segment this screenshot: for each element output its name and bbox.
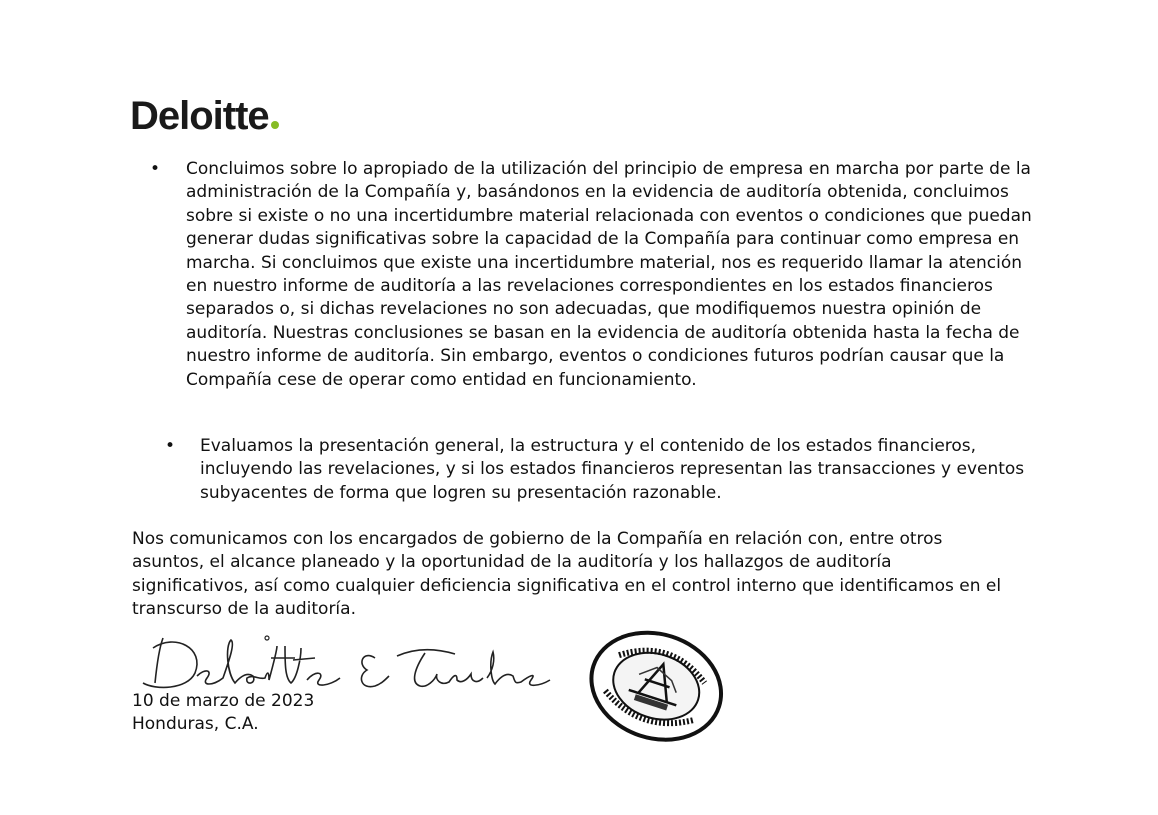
professional-seal-stamp [580,628,730,753]
logo-green-dot [271,121,279,129]
report-date: 10 de marzo de 2023 [132,691,315,711]
handwritten-signature [135,628,555,698]
report-location: Honduras, C.A. [132,714,259,735]
bullet-item-presentation: Evaluamos la presentación general, la estructura y el contenido de los estados financieros, incluyendo las revelaciones, y si los estados financieros representan las transacciones y eventos subyacentes de forma que logren su presentación razonable. [200,436,1025,503]
deloitte-logo [130,96,279,136]
signature-block [132,690,314,737]
logo-wordmark: Deloitte [130,94,269,138]
closing-paragraph: Nos comunicamos con los encargados de gobierno de la Compañía en relación con, entre otros asuntos, el alcance planeado y la oportunidad de la auditoría y los hallazgos de auditoría significativos, así como cualquier deficiencia significativa en el control interno que identificamos en el transcurso de la auditoría. [132,529,1002,620]
bullet-item-going-concern: Concluimos sobre lo apropiado de la utilización del principio de empresa en marcha por parte de la administración de la Compañía y, basándonos en la evidencia de auditoría obtenida, concluimos sobre si existe o no una incertidumbre material relacionada con eventos o condiciones que puedan generar dudas significativas sobre la capacidad de la Compañía para continuar como empresa en marcha. Si concluimos que existe una incertidumbre material, nos es requerido llamar la atención en nuestro informe de auditoría a las revelaciones correspondientes en los estados financieros separados o, si dichas revelaciones no son adecuadas, que modifiquemos nuestra opinión de auditoría. Nuestras conclusiones se basan en la evidencia de auditoría obtenida hasta la fecha de nuestro informe de auditoría. Sin embargo, eventos o condiciones futuros podrían causar que la Compañía cese de operar como entidad en funcionamiento. [186,159,1032,390]
bullet-marker: • [150,159,161,179]
bullet-marker: • [165,436,176,456]
